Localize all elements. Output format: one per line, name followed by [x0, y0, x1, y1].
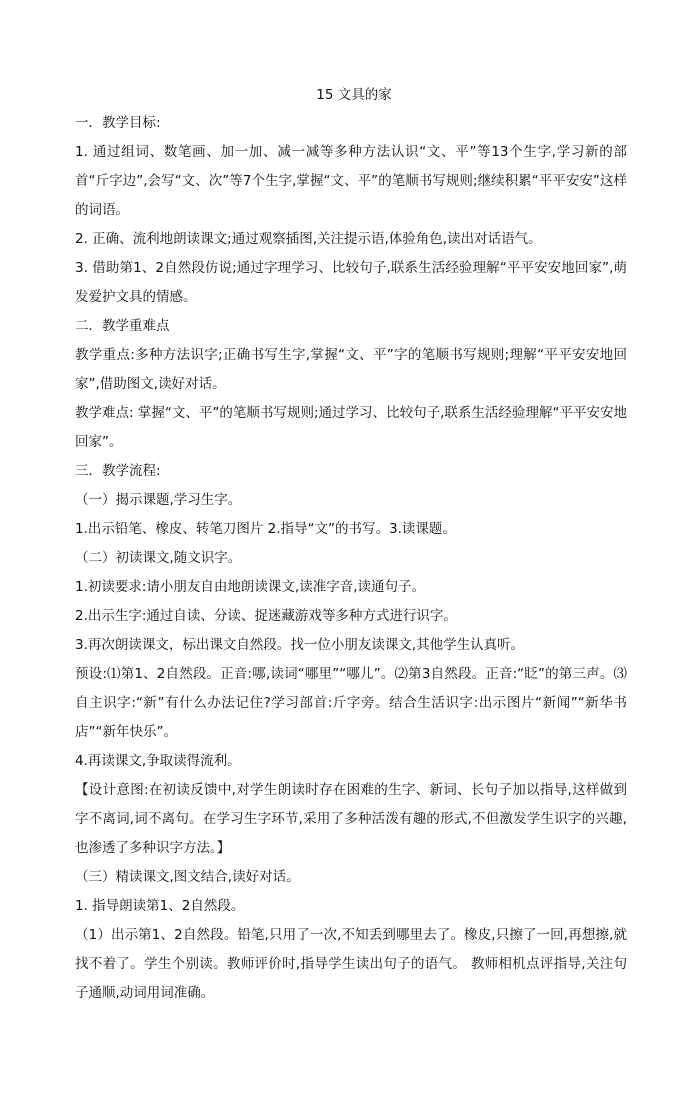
step-2-item-2: 2.出示生字:通过自读、分读、捉迷藏游戏等多种方式进行识字。: [75, 608, 457, 624]
step-2-heading: （二）初读课文,随文识字。: [75, 550, 242, 566]
section-heading-key-points: 二．教学重难点: [75, 318, 170, 334]
objective-3: 3. 借助第1、2自然段仿说;通过字理学习、比较句子,联系生活经验理解“平平安安地回家”,萌发爱护文具的情感。: [75, 260, 627, 305]
step-2-item-4: 4.再读课文,争取读得流利。: [75, 753, 241, 769]
document-title: 15 文具的家: [316, 87, 392, 103]
step-2-item-3: 3.再次朗读课文，标出课文自然段。找一位小朋友读课文,其他学生认真听。: [75, 637, 525, 653]
step-3-heading: （三）精读课文,图文结合,读好对话。: [75, 869, 300, 885]
step-1-detail: 1.出示铅笔、橡皮、转笔刀图片 2.指导“文”的书写。3.读课题。: [75, 521, 456, 537]
step-1-heading: （一）揭示课题,学习生字。: [75, 492, 242, 508]
key-points-paragraph: 教学重点:多种方法识字;正确书写生字,掌握“文、平”字的笔顺书写规则;理解“平平安安地回家”,借助图文,读好对话。: [75, 347, 627, 392]
design-intent-note: 【设计意图:在初读反馈中,对学生朗读时存在困难的生字、新词、长句子加以指导,这样做到字不离词,词不离句。在学习生字环节,采用了多种活泼有趣的形式,不但激发学生识字的兴趣,也渗透了多种识字方法。】: [75, 782, 627, 856]
document-body: [75, 84, 627, 1008]
step-3-subitem-1: （1）出示第1、2自然段。铅笔,只用了一次,不知丢到哪里去了。橡皮,只擦了一回,再想擦,就找不着了。学生个别读。教师评价时,指导学生读出句子的语气。 教师相机点评指导,关注句子通顺,动词用词准确。: [75, 927, 627, 1001]
step-2-item-1: 1.初读要求:请小朋友自由地朗读课文,读准字音,读通句子。: [75, 579, 426, 595]
objective-1: 1. 通过组词、数笔画、加一加、减一减等多种方法认识“文、平”等13个生字,学习新的部首“斤字边”,会写“文、次”等7个生字,掌握“文、平”的笔顺书写规则;继续积累“平平安安”这样的词语。: [75, 144, 627, 218]
step-3-item-1: 1. 指导朗读第1、2自然段。: [75, 898, 245, 914]
section-heading-process: 三．教学流程:: [75, 463, 161, 479]
section-heading-objectives: 一．教学目标:: [75, 115, 161, 131]
difficult-points-paragraph: 教学难点: 掌握“文、平”的笔顺书写规则;通过学习、比较句子,联系生活经验理解“平平安安地回家”。: [75, 405, 627, 450]
objective-2: 2. 正确、流利地朗读课文;通过观察插图,关注提示语,体验角色,读出对话语气。: [75, 231, 542, 247]
step-2-preset: 预设:⑴第1、2自然段。正音:哪,读词“哪里”“哪儿”。⑵第3自然段。正音:“眨”的第三声。⑶自主识字:“新”有什么办法记住?学习部首:斤字旁。结合生活识字:出示图片“新闻”“新华书店”“新年快乐”。: [75, 666, 627, 740]
